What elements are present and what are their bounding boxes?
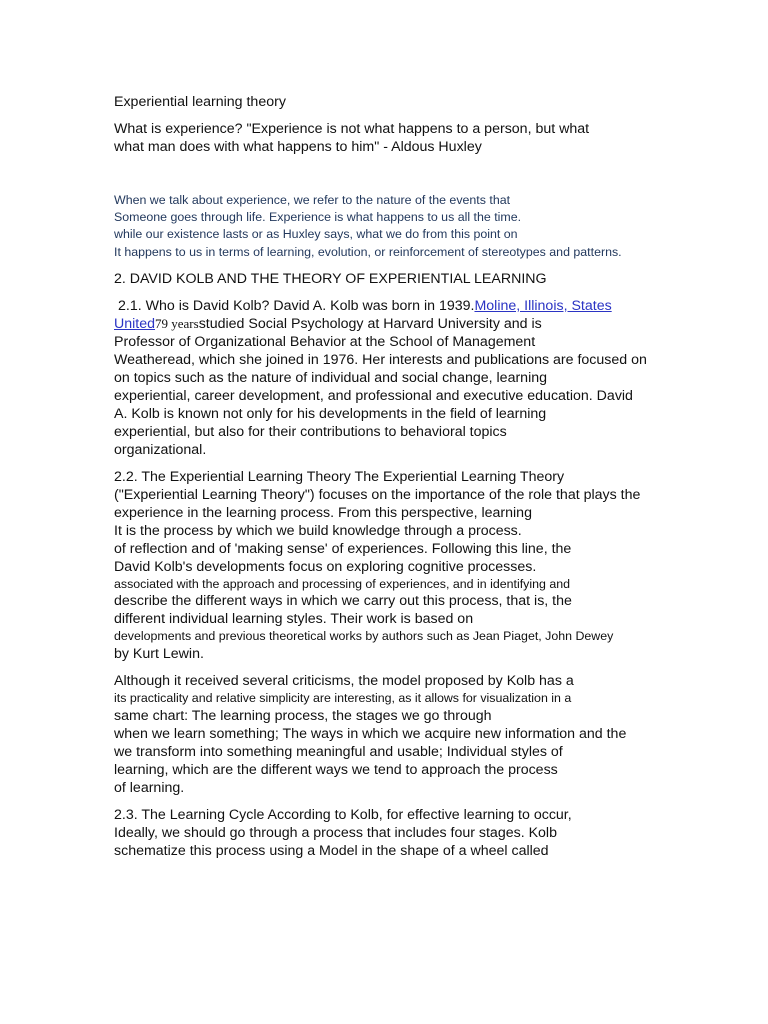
- paragraph-line: Professor of Organizational Behavior at the School of Management: [114, 333, 536, 350]
- paragraph-line: Ideally, we should go through a process that includes four stages. Kolb: [114, 824, 557, 841]
- age-text: 79 years: [155, 315, 199, 331]
- birthplace-link[interactable]: Moline, Illinois, States: [474, 297, 612, 314]
- paragraph-line: of reflection and of 'making sense' of experiences. Following this line, the: [114, 540, 572, 557]
- paragraph-line: It is the process by which we build knowledge through a process.: [114, 522, 522, 539]
- paragraph-line: when we learn something; The ways in which we acquire new information and the: [114, 725, 627, 742]
- experience-paragraph: [114, 192, 734, 261]
- section-heading: 2. DAVID KOLB AND THE THEORY OF EXPERIENTIAL LEARNING: [114, 270, 547, 287]
- paragraph-line: It happens to us in terms of learning, evolution, or reinforcement of stereotypes and patterns.: [114, 244, 622, 259]
- paragraph-line: organizational.: [114, 441, 207, 458]
- section-2-1-text: studied Social Psychology at Harvard University and is: [198, 315, 542, 332]
- paragraph-line: we transform into something meaningful and usable; Individual styles of: [114, 743, 563, 760]
- paragraph-line: developments and previous theoretical works by authors such as Jean Piaget, John Dewey: [114, 629, 614, 644]
- paragraph-line: of learning.: [114, 779, 185, 796]
- paragraph-line: 2.2. The Experiential Learning Theory The Experiential Learning Theory: [114, 468, 565, 485]
- paragraph-line: by Kurt Lewin.: [114, 646, 204, 662]
- paragraph-line: When we talk about experience, we refer to the nature of the events that: [114, 193, 511, 207]
- paragraph-line: while our existence lasts or as Huxley says, what we do from this point on: [114, 227, 518, 242]
- paragraph-line: [114, 297, 734, 315]
- section-2-1: [114, 297, 734, 459]
- document-title: Experiential learning theory: [114, 94, 286, 110]
- paragraph-line: learning, which are the different ways we tend to approach the process: [114, 761, 558, 778]
- paragraph-line: associated with the approach and processing of experiences, and in identifying and: [114, 576, 570, 591]
- paragraph-line: different individual learning styles. Their work is based on: [114, 611, 474, 628]
- paragraph-line: experiential, but also for their contributions to behavioral topics: [114, 423, 507, 440]
- paragraph-line: Someone goes through life. Experience is what happens to us all the time.: [114, 210, 522, 225]
- paragraph-line: ("Experiential Learning Theory") focuses on the importance of the role that plays the: [114, 486, 641, 503]
- paragraph-line: [114, 315, 734, 333]
- section-2-3: [114, 806, 734, 860]
- section-2-1-intro: 2.1. Who is David Kolb? David A. Kolb was born in 1939.: [118, 297, 475, 314]
- paragraph-line: experiential, career development, and professional and executive education. David: [114, 387, 633, 404]
- paragraph-line: A. Kolb is known not only for his developments in the field of learning: [114, 405, 547, 422]
- paragraph-line: Weatheread, which she joined in 1976. Her interests and publications are focused on: [114, 351, 647, 368]
- birthplace-link-continued[interactable]: United: [114, 315, 156, 332]
- paragraph-line: experience in the learning process. From this perspective, learning: [114, 504, 532, 521]
- paragraph-line: its practicality and relative simplicity are interesting, as it allows for visualization in a: [114, 691, 572, 705]
- quote-line: what man does with what happens to him" - Aldous Huxley: [114, 139, 482, 155]
- huxley-quote: [114, 120, 734, 156]
- paragraph-line: describe the different ways in which we carry out this process, that is, the: [114, 593, 572, 610]
- section-2-2: [114, 468, 734, 663]
- kolb-model-paragraph: [114, 672, 734, 797]
- paragraph-line: on topics such as the nature of individual and social change, learning: [114, 369, 548, 386]
- paragraph-line: Although it received several criticisms, the model proposed by Kolb has a: [114, 673, 574, 689]
- paragraph-line: David Kolb's developments focus on exploring cognitive processes.: [114, 558, 537, 575]
- document-page: [114, 93, 734, 860]
- paragraph-line: same chart: The learning process, the stages we go through: [114, 707, 492, 724]
- paragraph-line: schematize this process using a Model in the shape of a wheel called: [114, 842, 549, 859]
- quote-line: What is experience? "Experience is not what happens to a person, but what: [114, 121, 590, 137]
- paragraph-line: 2.3. The Learning Cycle According to Kolb, for effective learning to occur,: [114, 806, 572, 823]
